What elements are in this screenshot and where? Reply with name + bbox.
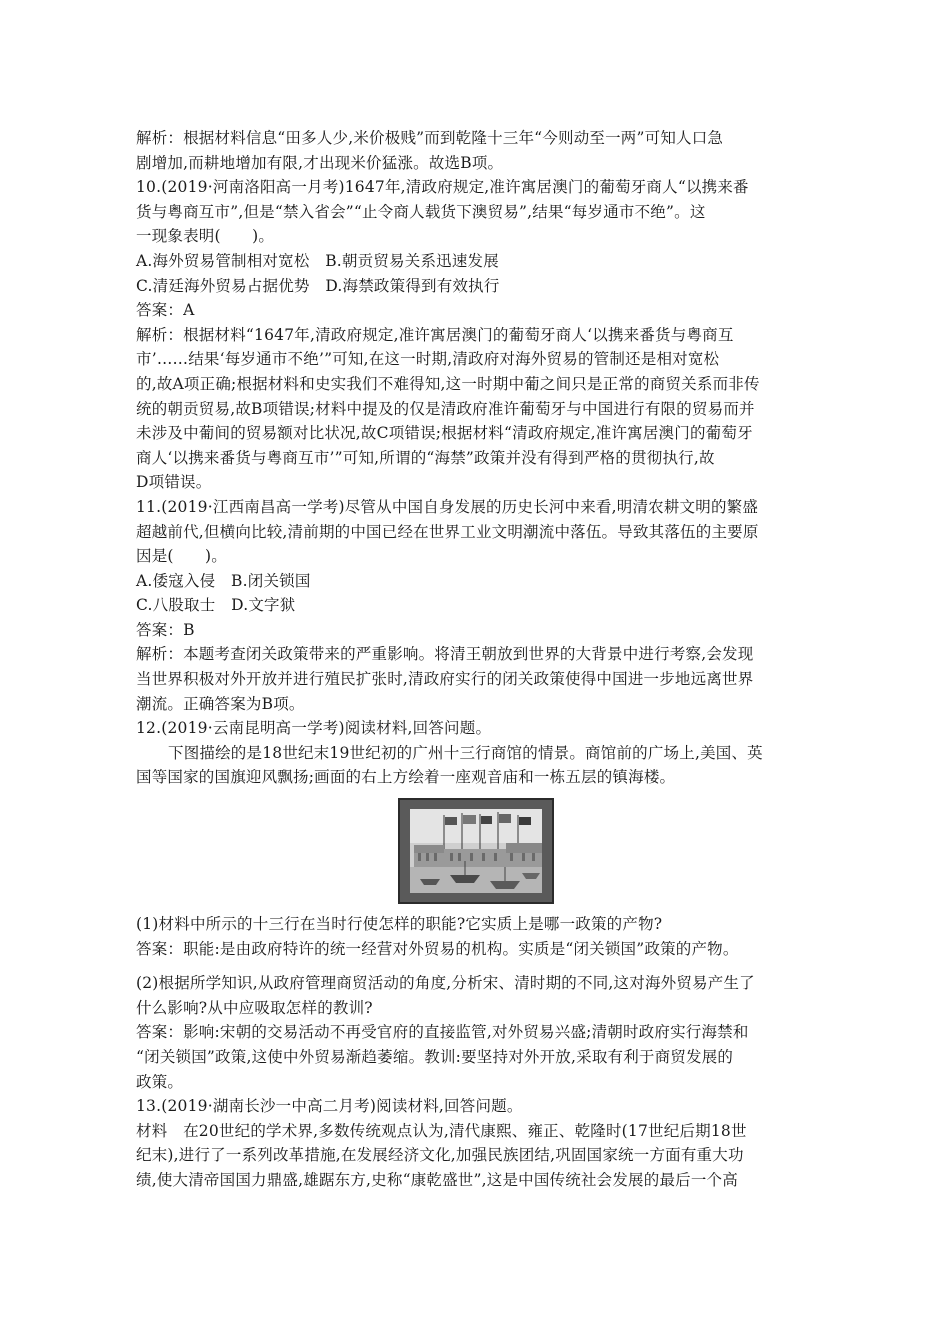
text-line: (1)材料中所示的十三行在当时行使怎样的职能?它实质上是哪一政策的产物?	[136, 915, 663, 934]
text-line: 答案：B	[136, 620, 195, 639]
text-block-top	[136, 126, 816, 741]
thirteen-hongs-painting	[398, 798, 554, 904]
text-line: 因是( )。	[136, 547, 227, 566]
text-line: 货与粤商互市”,但是“禁入省会”“止令商人载货下澳贸易”,结果“每岁通市不绝”。这	[136, 202, 706, 221]
text-line: 答案：A	[136, 301, 195, 320]
figure	[136, 798, 816, 904]
text-line: 解析：根据材料“1647年,清政府规定,准许寓居澳门的葡萄牙商人‘以携来番货与粤商互	[136, 325, 734, 344]
text-line: C.清廷海外贸易占据优势 D.海禁政策得到有效执行	[136, 276, 500, 295]
painting-image	[410, 809, 542, 893]
text-line: 什么影响?从中应吸取怎样的教训?	[136, 998, 373, 1017]
text-line: 11.(2019·江西南昌高一学考)尽管从中国自身发展的历史长河中来看,明清农耕文明的繁盛	[136, 497, 759, 516]
text-line: 政策。	[136, 1072, 184, 1091]
text-line: 市’……结果‘每岁通市不绝’”可知,在这一时期,清政府对海外贸易的管制还是相对宽松	[136, 350, 720, 369]
text-line: 答案：职能:是由政府特许的统一经营对外贸易的机构。实质是“闭关锁国”政策的产物。	[136, 939, 739, 958]
text-line: 的,故A项正确;根据材料和史实我们不难得知,这一时期中葡之间只是正常的商贸关系而非传	[136, 374, 760, 393]
text-line: 剧增加,而耕地增加有限,才出现米价猛涨。故选B项。	[136, 153, 504, 172]
text-line: 商人‘以携来番货与粤商互市’”可知,所谓的“海禁”政策并没有得到严格的贯彻执行,故	[136, 448, 715, 467]
text-line: 统的朝贡贸易,故B项错误;材料中提及的仅是清政府准许葡萄牙与中国进行有限的贸易而并	[136, 399, 755, 418]
text-line: C.八股取士 D.文字狱	[136, 596, 296, 615]
painting-illustration	[410, 809, 542, 893]
text-line: A.倭寇入侵 B.闭关锁国	[136, 571, 311, 590]
text-line: 答案：影响:宋朝的交易活动不再受官府的直接监管,对外贸易兴盛;清朝时政府实行海禁和	[136, 1023, 749, 1042]
question-12-part-1	[136, 912, 816, 961]
text-line: 一现象表明( )。	[136, 227, 275, 246]
text-line: 13.(2019·湖南长沙一中高二月考)阅读材料,回答问题。	[136, 1097, 523, 1116]
text-line: 绩,使大清帝国国力鼎盛,雄踞东方,史称“康乾盛世”,这是中国传统社会发展的最后一个高	[136, 1170, 738, 1189]
text-line: 当世界积极对外开放并进行殖民扩张时,清政府实行的闭关政策使得中国进一步地远离世界	[136, 670, 754, 689]
text-line: 12.(2019·云南昆明高一学考)阅读材料,回答问题。	[136, 719, 492, 738]
text-line: D项错误。	[136, 473, 212, 492]
question-12-part-2	[136, 971, 816, 1192]
text-line: A.海外贸易管制相对宽松 B.朝贡贸易关系迅速发展	[136, 251, 499, 270]
text-line: 未涉及中葡间的贸易额对比状况,故C项错误;根据材料“清政府规定,准许寓居澳门的葡萄牙	[136, 424, 753, 443]
text-line: 解析：本题考查闭关政策带来的严重影响。将清王朝放到世界的大背景中进行考察,会发现	[136, 645, 754, 664]
material-paragraph	[136, 741, 816, 790]
text-line: “闭关锁国”政策,这使中外贸易渐趋萎缩。教训:要坚持对外开放,采取有利于商贸发展的	[136, 1048, 734, 1066]
text-line: 10.(2019·河南洛阳高一月考)1647年,清政府规定,准许寓居澳门的葡萄牙商人“以携来番	[136, 178, 749, 197]
text-line: 纪末),进行了一系列改革措施,在发展经济文化,加强民族团结,巩固国家统一方面有重大功	[136, 1146, 744, 1165]
text-line: 国等国家的国旗迎风飘扬;画面的右上方绘着一座观音庙和一栋五层的镇海楼。	[136, 768, 676, 787]
text-line: 超越前代,但横向比较,清前期的中国已经在世界工业文明潮流中落伍。导致其落伍的主要原	[136, 522, 759, 541]
text-line: 下图描绘的是18世纪末19世纪初的广州十三行商馆的情景。商馆前的广场上,美国、英	[168, 743, 763, 762]
text-line: 潮流。正确答案为B项。	[136, 694, 305, 713]
text-line: 解析：根据材料信息“田多人少,米价极贱”而到乾隆十三年“今则动至一两”可知人口急	[136, 129, 724, 147]
document-page	[136, 126, 816, 1193]
text-line: (2)根据所学知识,从政府管理商贸活动的角度,分析宋、清时期的不同,这对海外贸易产生了	[136, 974, 755, 993]
text-line: 材料 在20世纪的学术界,多数传统观点认为,清代康熙、雍正、乾隆时(17世纪后期18世	[136, 1121, 747, 1140]
